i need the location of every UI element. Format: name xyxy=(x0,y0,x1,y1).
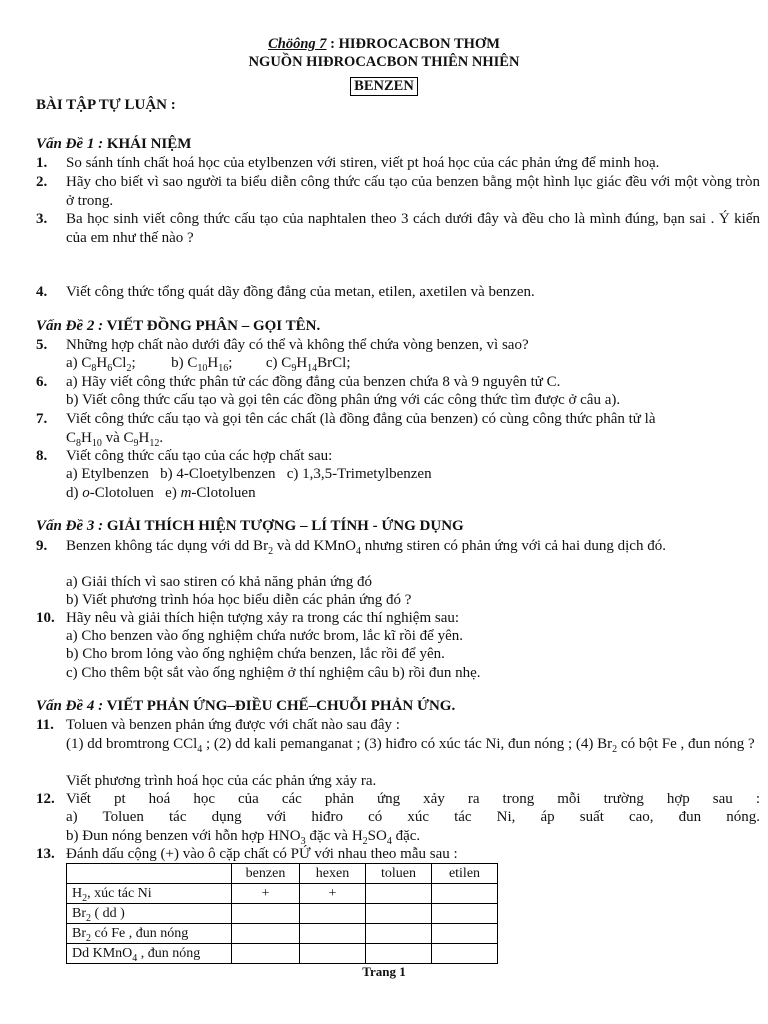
chapter-subtitle: NGUỒN HIĐROCACBON THIÊN NHIÊN xyxy=(248,54,520,70)
question-text: So sánh tính chất hoá học của etylbenzen với stiren, viết pt hoá học của các phản ứng để minh hoạ. xyxy=(66,155,660,171)
text-part: Benzen không tác dụng với dd Br xyxy=(66,538,269,554)
chapter-heading xyxy=(0,35,768,53)
chapter-label: Chöông 7 xyxy=(268,36,327,52)
row-label xyxy=(67,924,232,944)
table-corner-cell xyxy=(67,864,232,884)
option-b xyxy=(171,355,233,374)
question-text: Hãy cho biết vì sao người ta biểu diễn công thức cấu tạo của benzen bằng một hình lục giác đều với một vòng tròn ở trong. xyxy=(66,174,760,209)
question-number: 12. xyxy=(36,791,55,807)
question-5 xyxy=(36,336,760,355)
subscript: 12 xyxy=(149,438,160,449)
label-part: H xyxy=(72,885,83,901)
page-footer: Trang 1 xyxy=(362,964,406,979)
question-text: a) Hãy viết công thức phân tử các đồng đẳng của benzen chứa 8 và 9 nguyên tử C. xyxy=(66,374,561,390)
section-label: Vấn Đề 1 : xyxy=(36,136,104,152)
subscript: 2 xyxy=(612,744,618,755)
label-part: Dd KMnO xyxy=(72,945,133,961)
formula-part: C xyxy=(66,430,77,446)
formula-part: c) C xyxy=(265,355,292,371)
formula-part: ; xyxy=(131,355,136,371)
question-number: 8. xyxy=(36,448,48,464)
label-part: , đun nóng xyxy=(137,945,201,961)
table-cell[interactable] xyxy=(366,944,432,964)
text-part: (1) dd bromtrong CCl xyxy=(66,736,198,752)
question-number: 6. xyxy=(36,374,48,390)
section-title: VIẾT ĐỒNG PHÂN – GỌI TÊN. xyxy=(103,318,321,334)
formula-part: b) C xyxy=(171,355,198,371)
table-row xyxy=(67,904,498,924)
question-number: 13. xyxy=(36,846,55,862)
section-title: VIẾT PHẢN ỨNG–ĐIỀU CHẾ–CHUỖI PHẢN ỨNG. xyxy=(103,698,456,714)
text-part: và dd KMnO xyxy=(273,538,356,554)
table-cell[interactable] xyxy=(366,884,432,904)
question-number: 9. xyxy=(36,538,48,554)
section-1-heading xyxy=(36,136,191,153)
label-part: có Fe , đun nóng xyxy=(91,925,189,941)
option-c xyxy=(265,355,351,374)
question-10-part-c: c) Cho thêm bột sắt vào ống nghiệm ở thí nghiệm câu b) rồi đun nhẹ. xyxy=(66,665,481,681)
subscript: 2 xyxy=(82,892,88,904)
formula-part: H xyxy=(81,430,92,446)
question-8-line-2 xyxy=(66,484,256,503)
subscript: 8 xyxy=(76,438,82,449)
table-cell[interactable] xyxy=(300,924,366,944)
label-part: ( dd ) xyxy=(91,905,125,921)
table-cell[interactable]: + xyxy=(300,884,366,904)
question-12-part-b xyxy=(66,827,420,846)
question-3 xyxy=(36,210,760,247)
question-text: Viết công thức cấu tạo và gọi tên các chất (là đồng đẳng của benzen) có cùng công thức phân tử là xyxy=(66,411,656,427)
text-part: -Clotoluen xyxy=(191,485,256,501)
column-header: hexen xyxy=(300,864,366,884)
text-part: nhưng stiren có phản ứng với cả hai dung dịch đó. xyxy=(360,538,666,554)
subscript: 2 xyxy=(268,546,274,557)
text-part: d) xyxy=(66,485,83,501)
chapter-title: : HIĐROCACBON THƠM xyxy=(326,36,500,52)
question-text: Đánh dấu cộng (+) vào ô cặp chất có PỨ với nhau theo mẫu sau : xyxy=(66,846,458,862)
question-12-part-a xyxy=(66,808,760,827)
table-cell[interactable] xyxy=(366,904,432,924)
question-13 xyxy=(36,845,760,864)
formula-part: a) C xyxy=(66,355,92,371)
section-label: Vấn Đề 3 : xyxy=(36,518,104,534)
question-10-part-a: a) Cho benzen vào ống nghiệm chứa nước brom, lắc kĩ rồi để yên. xyxy=(66,628,463,644)
label-part: Br xyxy=(72,905,86,921)
question-text: Hãy nêu và giải thích hiện tượng xảy ra trong các thí nghiệm sau: xyxy=(66,610,460,626)
question-number: 11. xyxy=(36,717,54,733)
formula-part: H xyxy=(207,355,219,371)
question-number: 10. xyxy=(36,610,55,626)
question-number: 7. xyxy=(36,411,48,427)
text-part: có bột Fe , đun nóng ? xyxy=(617,736,755,752)
subscript: 4 xyxy=(197,744,203,755)
text-part: SO xyxy=(367,828,387,844)
option-a xyxy=(66,355,136,374)
column-header: benzen xyxy=(232,864,300,884)
question-5-options xyxy=(66,354,351,373)
options-text xyxy=(66,735,760,754)
subscript: 10 xyxy=(91,438,102,449)
subscript: 2 xyxy=(86,932,91,944)
section-label: Vấn Đề 2 : xyxy=(36,318,104,334)
table-cell[interactable] xyxy=(366,924,432,944)
table-cell[interactable] xyxy=(232,904,300,924)
text-part: -Clotoluen e) xyxy=(89,485,181,501)
subscript: 4 xyxy=(386,836,392,847)
label-part: Br xyxy=(72,925,86,941)
question-text: Những hợp chất nào dưới đây có thể và không thể chứa vòng benzen, vì sao? xyxy=(66,337,529,353)
formula-part: BrCl; xyxy=(317,355,351,371)
subscript: 16 xyxy=(218,363,229,374)
subscript: 8 xyxy=(91,363,97,374)
table-row xyxy=(67,924,498,944)
subscript: 6 xyxy=(107,363,113,374)
subscript: 4 xyxy=(355,546,361,557)
formula-part: ; xyxy=(228,355,233,371)
question-number: 3. xyxy=(36,211,48,227)
table-cell[interactable] xyxy=(432,924,498,944)
subscript: 14 xyxy=(307,363,318,374)
question-11 xyxy=(36,716,760,735)
question-text: Ba học sinh viết công thức cấu tạo của naphtalen theo 3 cách dưới đây và đều cho là mình đúng, bạn sai . Ý kiến của em như thế nào ? xyxy=(66,211,760,246)
table-cell[interactable] xyxy=(432,884,498,904)
question-text: Viết công thức cấu tạo của các hợp chất sau: xyxy=(66,448,333,464)
subscript: 3 xyxy=(300,836,306,847)
question-4 xyxy=(36,283,760,302)
formula-part: C xyxy=(123,430,134,446)
table-cell[interactable] xyxy=(432,904,498,924)
row-label xyxy=(67,944,232,964)
question-9-part-a: a) Giải thích vì sao stiren có khả năng phản ứng đó xyxy=(66,574,372,590)
table-row xyxy=(67,944,498,964)
part-text: a) Toluen tác dụng với hiđro có xúc tác Ni, áp suất cao, đun nóng. xyxy=(66,809,760,825)
table-cell[interactable] xyxy=(432,944,498,964)
exercise-title: BÀI TẬP TỰ LUẬN : xyxy=(36,97,176,113)
formula-part: H xyxy=(96,355,108,371)
column-header: toluen xyxy=(366,864,432,884)
section-3-heading xyxy=(36,518,464,535)
subscript: 2 xyxy=(362,836,368,847)
question-12 xyxy=(36,790,760,809)
table-row xyxy=(67,884,498,904)
question-text: Toluen và benzen phản ứng được với chất nào sau đây : xyxy=(66,717,400,733)
row-label xyxy=(67,884,232,904)
table-cell[interactable] xyxy=(300,944,366,964)
formula-part: và xyxy=(101,430,124,446)
question-6-part-b: b) Viết công thức cấu tạo và gọi tên các đồng phân ứng với các công thức tìm được ở câu a). xyxy=(66,392,621,408)
formula-part: H xyxy=(138,430,150,446)
question-7 xyxy=(36,410,760,429)
table-cell[interactable] xyxy=(300,904,366,924)
question-8-line-1: a) Etylbenzen b) 4-Cloetylbenzen c) 1,3,5-Trimetylbenzen xyxy=(66,466,432,482)
section-4-heading xyxy=(36,698,455,715)
subscript: 9 xyxy=(291,363,297,374)
text-part: đặc. xyxy=(391,828,421,844)
topic-heading xyxy=(0,77,768,96)
question-11-instruction: Viết phương trình hoá học của các phản ứng xảy ra. xyxy=(66,773,377,789)
label-part: , xúc tác Ni xyxy=(87,885,152,901)
formula-part: H xyxy=(296,355,308,371)
question-9 xyxy=(36,537,760,556)
reaction-table xyxy=(66,863,498,964)
question-1 xyxy=(36,154,760,173)
question-number: 1. xyxy=(36,155,48,171)
question-10 xyxy=(36,609,760,628)
topic-box: BENZEN xyxy=(350,77,418,96)
table-cell[interactable]: + xyxy=(232,884,300,904)
question-11-options xyxy=(66,735,760,754)
section-label: Vấn Đề 4 : xyxy=(36,698,104,714)
row-label xyxy=(67,904,232,924)
column-header: etilen xyxy=(432,864,498,884)
formula-part: Cl xyxy=(112,355,127,371)
subscript: 2 xyxy=(126,363,132,374)
question-9-part-b: b) Viết phương trình hóa học biểu diễn các phản ứng đó ? xyxy=(66,592,412,608)
subscript: 10 xyxy=(197,363,208,374)
question-8 xyxy=(36,447,760,466)
formula-part: . xyxy=(159,430,164,446)
question-text: Viết pt hoá học của các phản ứng xảy ra trong mỗi trường hợp sau : xyxy=(66,791,760,807)
table-cell[interactable] xyxy=(232,924,300,944)
text-part: o xyxy=(82,485,90,501)
subscript: 4 xyxy=(132,952,138,964)
text-part: m xyxy=(180,485,192,501)
subscript: 2 xyxy=(86,912,91,924)
text-part: b) Đun nóng benzen với hỗn hợp HNO xyxy=(66,828,301,844)
question-text xyxy=(66,537,760,556)
question-text: Viết công thức tổng quát dãy đồng đẳng của metan, etilen, axetilen và benzen. xyxy=(66,284,535,300)
question-number: 2. xyxy=(36,174,48,190)
question-number: 5. xyxy=(36,337,48,353)
section-2-heading xyxy=(36,318,320,335)
table-header-row xyxy=(67,864,498,884)
question-number: 4. xyxy=(36,284,48,300)
text-part: đặc và H xyxy=(305,828,363,844)
text-part: ; (2) dd kali pemanganat ; (3) hiđro có xúc tác Ni, đun nóng ; (4) Br xyxy=(202,736,613,752)
question-2 xyxy=(36,173,760,210)
table-cell[interactable] xyxy=(232,944,300,964)
section-title: GIẢI THÍCH HIỆN TƯỢNG – LÍ TÍNH - ỨNG DỤNG xyxy=(103,518,464,534)
question-7-formulas xyxy=(66,429,163,448)
subscript: 9 xyxy=(133,438,139,449)
section-title: KHÁI NIỆM xyxy=(103,136,192,152)
question-6 xyxy=(36,373,760,392)
question-10-part-b: b) Cho brom lỏng vào ống nghiệm chứa benzen, lắc rồi để yên. xyxy=(66,646,445,662)
